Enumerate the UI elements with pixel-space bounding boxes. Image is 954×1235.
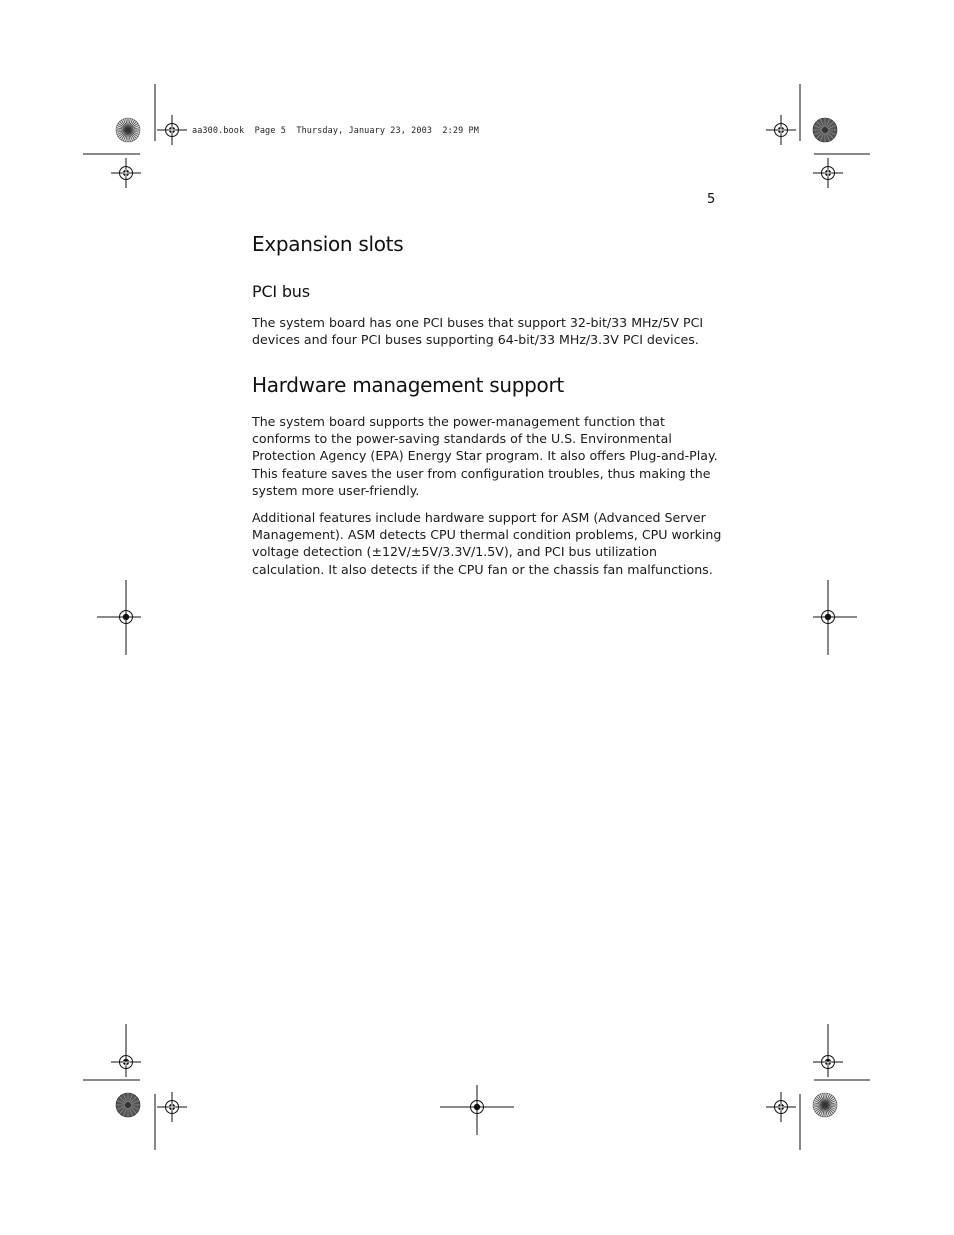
color-wheel-mark bbox=[116, 1093, 140, 1117]
page-number: 5 bbox=[707, 192, 716, 207]
section-heading-expansion-slots: Expansion slots bbox=[252, 232, 404, 256]
pci-bus-paragraph: The system board has one PCI buses that support 32-bit/33 MHz/5V PCI devices and four PCI buses supporting 64-bit/33 MHz/3.3V PCI devices. bbox=[252, 315, 704, 348]
color-wheel-mark bbox=[116, 118, 140, 142]
registration-mark bbox=[111, 158, 141, 188]
subsection-heading-pci-bus: PCI bus bbox=[252, 282, 310, 301]
section-heading-hardware-management: Hardware management support bbox=[252, 373, 564, 397]
registration-mark bbox=[766, 115, 796, 145]
registration-mark bbox=[157, 115, 187, 145]
registration-mark bbox=[766, 1092, 796, 1122]
color-wheel-mark bbox=[813, 1093, 837, 1117]
hardware-paragraph-2: Additional features include hardware support for ASM (Advanced Server Management). ASM detects CPU thermal condition problems, CPU working voltage detection (±12V/±5V/3.3V/1.5V), and PCI bus utilization calculation. It also detects if the CPU fan or the chassis fan malfunctions. bbox=[252, 510, 722, 577]
color-wheel-mark bbox=[813, 118, 837, 142]
hardware-paragraph-1: The system board supports the power-management function that conforms to the power-saving standards of the U.S. Environmental Protection Agency (EPA) Energy Star program. It also offers Plug-and-Play. This feature saves the user from configuration troubles, thus making the system more user-friendly. bbox=[252, 414, 718, 498]
registration-mark bbox=[813, 158, 843, 188]
registration-mark bbox=[157, 1092, 187, 1122]
print-slug: aa300.book Page 5 Thursday, January 23, 2003 2:29 PM bbox=[192, 126, 479, 136]
